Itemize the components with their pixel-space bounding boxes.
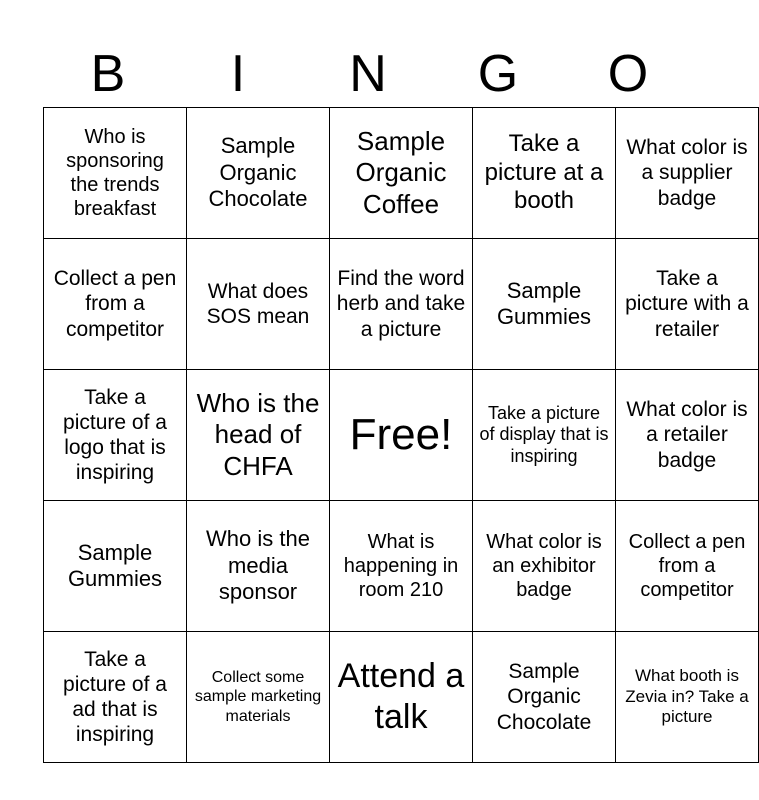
bingo-cell[interactable]: Who is the media sponsor [187,501,330,632]
bingo-board [43,107,759,763]
board-row [44,239,759,370]
bingo-cell[interactable]: Collect a pen from a competitor [44,239,187,370]
bingo-cell[interactable]: Take a picture at a booth [473,108,616,239]
header-letter-i: I [230,45,246,103]
header-letter-n: N [349,45,387,103]
bingo-cell[interactable]: Sample Gummies [44,501,187,632]
header-letter-g: G [477,45,519,103]
bingo-cell[interactable]: What color is a retailer badge [616,370,759,501]
header-letter-o: O [607,45,649,103]
bingo-header [43,42,693,106]
board-row [44,370,759,501]
header-letter-b: B [90,45,126,103]
bingo-cell[interactable]: Collect some sample marketing materials [187,632,330,763]
board-row [44,632,759,763]
bingo-cell[interactable]: What color is a supplier badge [616,108,759,239]
bingo-cell[interactable]: Sample Organic Coffee [330,108,473,239]
bingo-cell[interactable]: What color is an exhibitor badge [473,501,616,632]
bingo-cell[interactable]: Find the word herb and take a picture [330,239,473,370]
bingo-cell[interactable]: Collect a pen from a competitor [616,501,759,632]
board-row [44,108,759,239]
bingo-cell[interactable]: Who is the head of CHFA [187,370,330,501]
bingo-cell[interactable]: Sample Gummies [473,239,616,370]
bingo-cell[interactable]: Attend a talk [330,632,473,763]
free-space-cell[interactable]: Free! [330,370,473,501]
bingo-cell[interactable]: Take a picture with a retailer [616,239,759,370]
bingo-cell[interactable]: Sample Organic Chocolate [187,108,330,239]
bingo-cell[interactable]: What does SOS mean [187,239,330,370]
bingo-cell[interactable]: Sample Organic Chocolate [473,632,616,763]
bingo-cell[interactable]: Take a picture of a ad that is inspiring [44,632,187,763]
board-row [44,501,759,632]
bingo-cell[interactable]: Take a picture of display that is inspiring [473,370,616,501]
bingo-cell[interactable]: What is happening in room 210 [330,501,473,632]
bingo-cell[interactable]: Take a picture of a logo that is inspiring [44,370,187,501]
bingo-cell[interactable]: What booth is Zevia in? Take a picture [616,632,759,763]
bingo-cell[interactable]: Who is sponsoring the trends breakfast [44,108,187,239]
